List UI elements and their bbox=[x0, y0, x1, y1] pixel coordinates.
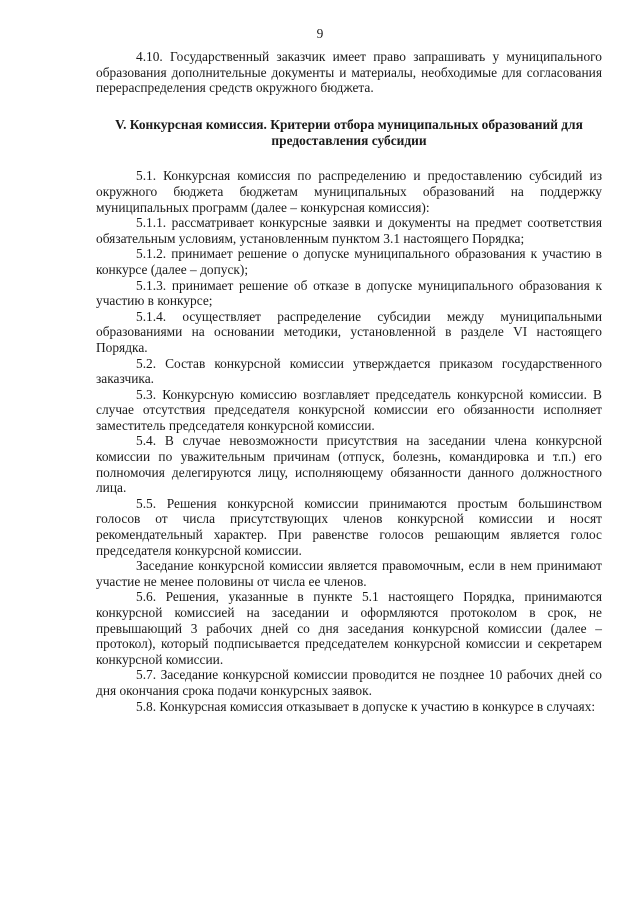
paragraph-5-1-1: 5.1.1. рассматривает конкурсные заявки и документы на предмет соответствия обязательным условиям, установленным пунктом 3.1 настоящего Порядка; bbox=[96, 215, 602, 246]
document-body bbox=[96, 49, 602, 714]
paragraph-5-3: 5.3. Конкурсную комиссию возглавляет председатель конкурсной комиссии. В случае отсутствия председателя конкурсной комиссии его обязанности исполняет заместитель председателя конкурсной комиссии. bbox=[96, 386, 602, 433]
section-heading: V. Конкурсная комиссия. Критерии отбора муниципальных образований для предоставления субсидии bbox=[115, 116, 583, 148]
paragraph-5-1: 5.1. Конкурсная комиссия по распределению и предоставлению субсидий из окружного бюджета бюджетам муниципальных образований на поддержку муниципальных программ (далее – конкурсная комиссия): bbox=[96, 168, 602, 215]
paragraph-5-7: 5.7. Заседание конкурсной комиссии проводится не позднее 10 рабочих дней со дня окончания срока подачи конкурсных заявок. bbox=[96, 667, 602, 698]
paragraph-5-5: 5.5. Решения конкурсной комиссии принимаются простым большинством голосов от числа присутствующих членов конкурсной комиссии и носят рекомендательный характер. При равенстве голосов решающим является голос председателя конкурсной комиссии. bbox=[96, 495, 602, 558]
paragraph-4-10: 4.10. Государственный заказчик имеет право запрашивать у муниципального образования дополнительные документы и материалы, необходимые для согласования перераспределения средств окружного бюджета. bbox=[96, 49, 602, 96]
paragraph-5-2: 5.2. Состав конкурсной комиссии утверждается приказом государственного заказчика. bbox=[96, 355, 602, 387]
paragraph-5-5-quorum: Заседание конкурсной комиссии является правомочным, если в нем принимают участие не менее половины от числа ее членов. bbox=[96, 558, 602, 589]
paragraph-5-6: 5.6. Решения, указанные в пункте 5.1 настоящего Порядка, принимаются конкурсной комиссией на заседании и оформляются протоколом в срок, не превышающий 3 рабочих дней со дня заседания конкурсной комиссии (далее – протокол), который подписывается председателем конкурсной комиссии и секретарем конкурсной комиссии. bbox=[96, 589, 602, 667]
paragraph-5-1-4: 5.1.4. осуществляет распределение субсидии между муниципальными образованиями на основании методики, установленной в разделе VI настоящего Порядка. bbox=[96, 308, 602, 355]
paragraph-5-1-3: 5.1.3. принимает решение об отказе в допуске муниципального образования к участию в конкурсе; bbox=[96, 277, 602, 309]
paragraph-5-4: 5.4. В случае невозможности присутствия на заседании члена конкурсной комиссии по уважительным причинам (отпуск, болезнь, командировка и т.п.) его полномочия делегируются лицу, исполняющему обязанности данного должностного лица. bbox=[96, 433, 602, 496]
page-number: 9 bbox=[316, 26, 324, 41]
paragraph-5-1-2: 5.1.2. принимает решение о допуске муниципального образования к участию в конкурсе (далее – допуск); bbox=[96, 246, 602, 277]
paragraph-5-8: 5.8. Конкурсная комиссия отказывает в допуске к участию в конкурсе в случаях: bbox=[136, 698, 596, 714]
